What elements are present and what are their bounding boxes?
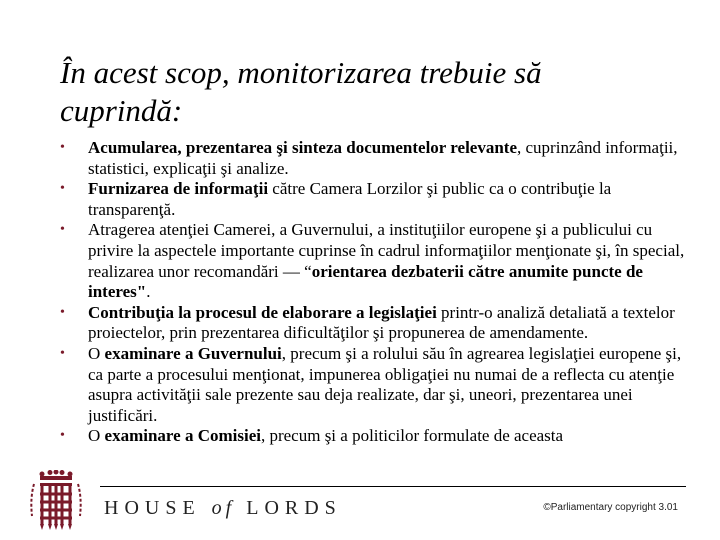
bullet-text: Atragerea atenţiei Camerei, a Guvernului, a instituţiilor europene şi a publicului cu privire la aspectele importante cuprinse în cadrul informaţiilor menţionate şi, în special, realizarea unor recomandări — “ xyxy=(88,220,685,281)
bullet-text: , precum şi a rolului său în agrearea legislaţiei europene şi, ca parte a procesului menţionat, impunerea obligaţiei nu numai de a reflecta cu atenţie asupra activităţii sale prezente sau deja realizate, dar şi, uneori, prezentarea unei justificări. xyxy=(88,343,682,425)
bullet-item xyxy=(60,179,690,220)
bullet-emphasis: examinare a Guvernului xyxy=(104,343,282,363)
bullet-text: printr-o analiză detaliată a textelor proiectelor, prin prezentarea dificultăţilor şi propunerea de amendamente. xyxy=(88,302,675,343)
bullet-text: către Camera Lorzilor şi public ca o contribuţie la transparenţă. xyxy=(88,179,612,219)
slide-title xyxy=(60,54,680,130)
house-of-lords-wordmark xyxy=(104,497,342,520)
bullet-text: . xyxy=(146,282,151,302)
wordmark-lords: LORDS xyxy=(246,497,342,519)
bullet-dot: • xyxy=(60,222,65,238)
bullet-emphasis: examinare a Comisiei xyxy=(104,426,261,446)
copyright-notice: ©Parliamentary copyright 3.01 xyxy=(543,502,678,513)
bullet-text: , precum şi a politicilor formulate de aceasta xyxy=(260,426,564,446)
bullet-emphasis: orientarea dezbaterii către anumite puncte de interes" xyxy=(88,261,643,302)
bullet-list xyxy=(60,138,690,447)
wordmark-of: of xyxy=(211,497,236,519)
bullet-item xyxy=(60,220,690,302)
bullet-dot: • xyxy=(60,428,65,444)
bullet-item xyxy=(60,426,690,447)
bullet-text: O xyxy=(88,426,105,446)
bullet-dot: • xyxy=(60,181,65,197)
bullet-item xyxy=(60,138,690,179)
slide-title-line-2: cuprindă: xyxy=(60,93,183,128)
bullet-text: , cuprinzând informaţii, statistici, explicaţii şi analize. xyxy=(88,138,678,178)
bullet-text: O xyxy=(88,343,105,363)
bullet-item xyxy=(60,344,690,426)
slide-title-line-1: În acest scop, monitorizarea trebuie să xyxy=(60,55,542,90)
portcullis-icon xyxy=(28,470,84,532)
bullet-item xyxy=(60,303,690,344)
bullet-dot: • xyxy=(60,345,65,361)
bullet-dot: • xyxy=(60,140,65,155)
wordmark-house: HOUSE xyxy=(104,497,201,519)
bullet-dot: • xyxy=(60,304,65,320)
bullet-emphasis: Furnizarea de informaţii xyxy=(88,179,269,199)
bullet-emphasis: Acumularea, prezentarea şi sinteza documentelor relevante xyxy=(88,138,518,157)
footer-divider xyxy=(100,486,686,487)
bullet-emphasis: Contribuţia la procesul de elaborare a legislaţiei xyxy=(88,302,437,322)
